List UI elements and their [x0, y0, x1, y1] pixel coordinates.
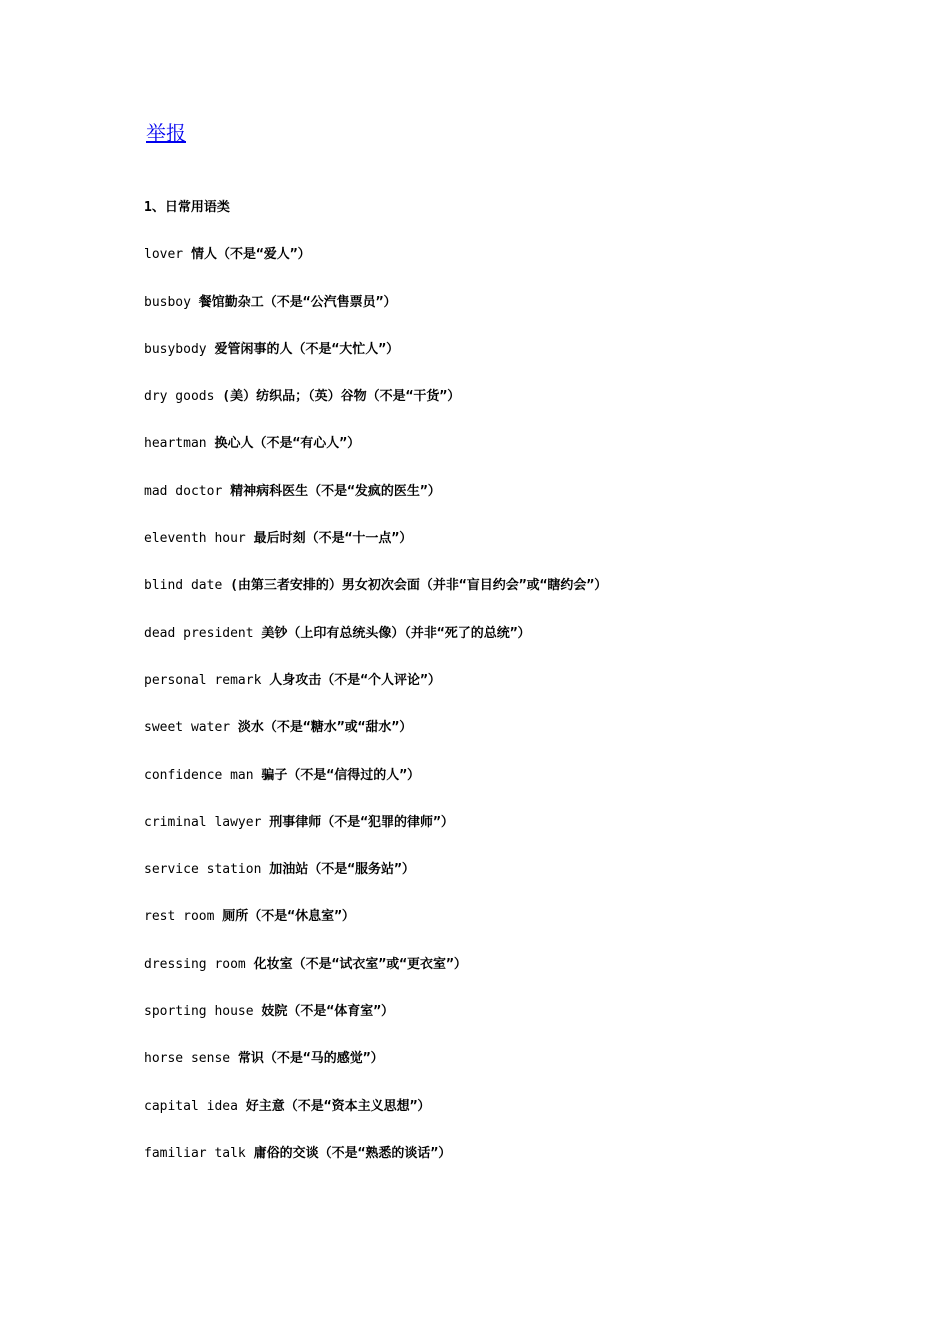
entry-meaning: 餐馆勤杂工（不是“公汽售票员”）	[198, 294, 397, 310]
entry-meaning: (由第三者安排的）男女初次会面（并非“盲目约会”或“瞎约会”）	[230, 578, 608, 594]
list-item	[144, 1002, 924, 1022]
entry-term: dry goods	[144, 389, 215, 405]
entry-term: heartman	[144, 436, 207, 452]
list-item	[144, 718, 924, 738]
list-item	[144, 576, 924, 596]
entry-term: service station	[144, 862, 262, 878]
entry-term: criminal lawyer	[144, 814, 262, 830]
list-item	[144, 624, 924, 644]
entry-term: confidence man	[144, 767, 254, 783]
list-item	[144, 907, 924, 927]
list-item	[144, 1049, 924, 1069]
list-item	[144, 340, 924, 360]
list-item	[144, 293, 924, 313]
entry-meaning: (美）纺织品；（英）谷物（不是“干货”）	[222, 389, 461, 405]
list-item	[144, 245, 924, 265]
list-item	[144, 529, 924, 549]
entry-term: mad doctor	[144, 483, 223, 499]
list-item	[144, 766, 924, 786]
entry-meaning: 人身攻击（不是“个人评论”）	[269, 672, 441, 688]
list-item	[144, 387, 924, 407]
entry-meaning: 好主意（不是“资本主义思想”）	[245, 1098, 431, 1114]
entry-meaning: 庸俗的交谈（不是“熟悉的谈话”）	[253, 1145, 452, 1161]
entry-term: familiar talk	[144, 1145, 246, 1161]
entry-term: busybody	[144, 341, 207, 357]
entry-meaning: 厕所（不是“休息室”）	[222, 909, 355, 925]
entry-meaning: 最后时刻（不是“十一点”）	[253, 531, 413, 547]
entry-term: sporting house	[144, 1004, 254, 1020]
entry-meaning: 化妆室（不是“试衣室”或“更衣室”）	[253, 956, 467, 972]
entry-term: lover	[144, 247, 184, 263]
entry-term: blind date	[144, 578, 223, 594]
entry-term: rest room	[144, 909, 215, 925]
section-heading: 1、日常用语类	[144, 200, 230, 215]
list-item	[144, 860, 924, 880]
entry-meaning: 精神病科医生（不是“发疯的医生”）	[230, 483, 441, 499]
entry-meaning: 常识（不是“马的感觉”）	[237, 1051, 384, 1067]
list-item	[144, 671, 924, 691]
entry-term: dressing room	[144, 956, 246, 972]
list-item	[144, 955, 924, 975]
list-item	[144, 482, 924, 502]
entry-meaning: 情人（不是“爱人”）	[190, 247, 311, 263]
entry-meaning: 骗子（不是“信得过的人”）	[261, 767, 421, 783]
list-item	[144, 1144, 924, 1164]
entry-meaning: 淡水（不是“糖水”或“甜水”）	[237, 720, 413, 736]
entry-term: eleventh hour	[144, 531, 246, 547]
entry-meaning: 妓院（不是“体育室”）	[261, 1004, 395, 1020]
entry-meaning: 美钞（上印有总统头像）（并非“死了的总统”）	[261, 625, 531, 641]
entry-meaning: 换心人（不是“有心人”）	[214, 436, 361, 452]
entry-term: dead president	[144, 625, 254, 641]
entry-term: horse sense	[144, 1051, 231, 1067]
entry-meaning: 爱管闲事的人（不是“大忙人”）	[214, 341, 400, 357]
list-item	[144, 1097, 924, 1117]
entry-term: busboy	[144, 294, 191, 310]
entry-term: capital idea	[144, 1098, 238, 1114]
entry-term: sweet water	[144, 720, 231, 736]
entry-list	[144, 245, 924, 1164]
list-item	[144, 434, 924, 454]
list-item	[144, 813, 924, 833]
entry-meaning: 刑事律师（不是“犯罪的律师”）	[269, 814, 454, 830]
entry-meaning: 加油站（不是“服务站”）	[269, 862, 415, 878]
document-body	[144, 198, 924, 1191]
entry-term: personal remark	[144, 672, 262, 688]
report-link[interactable]: 举报	[146, 121, 186, 145]
